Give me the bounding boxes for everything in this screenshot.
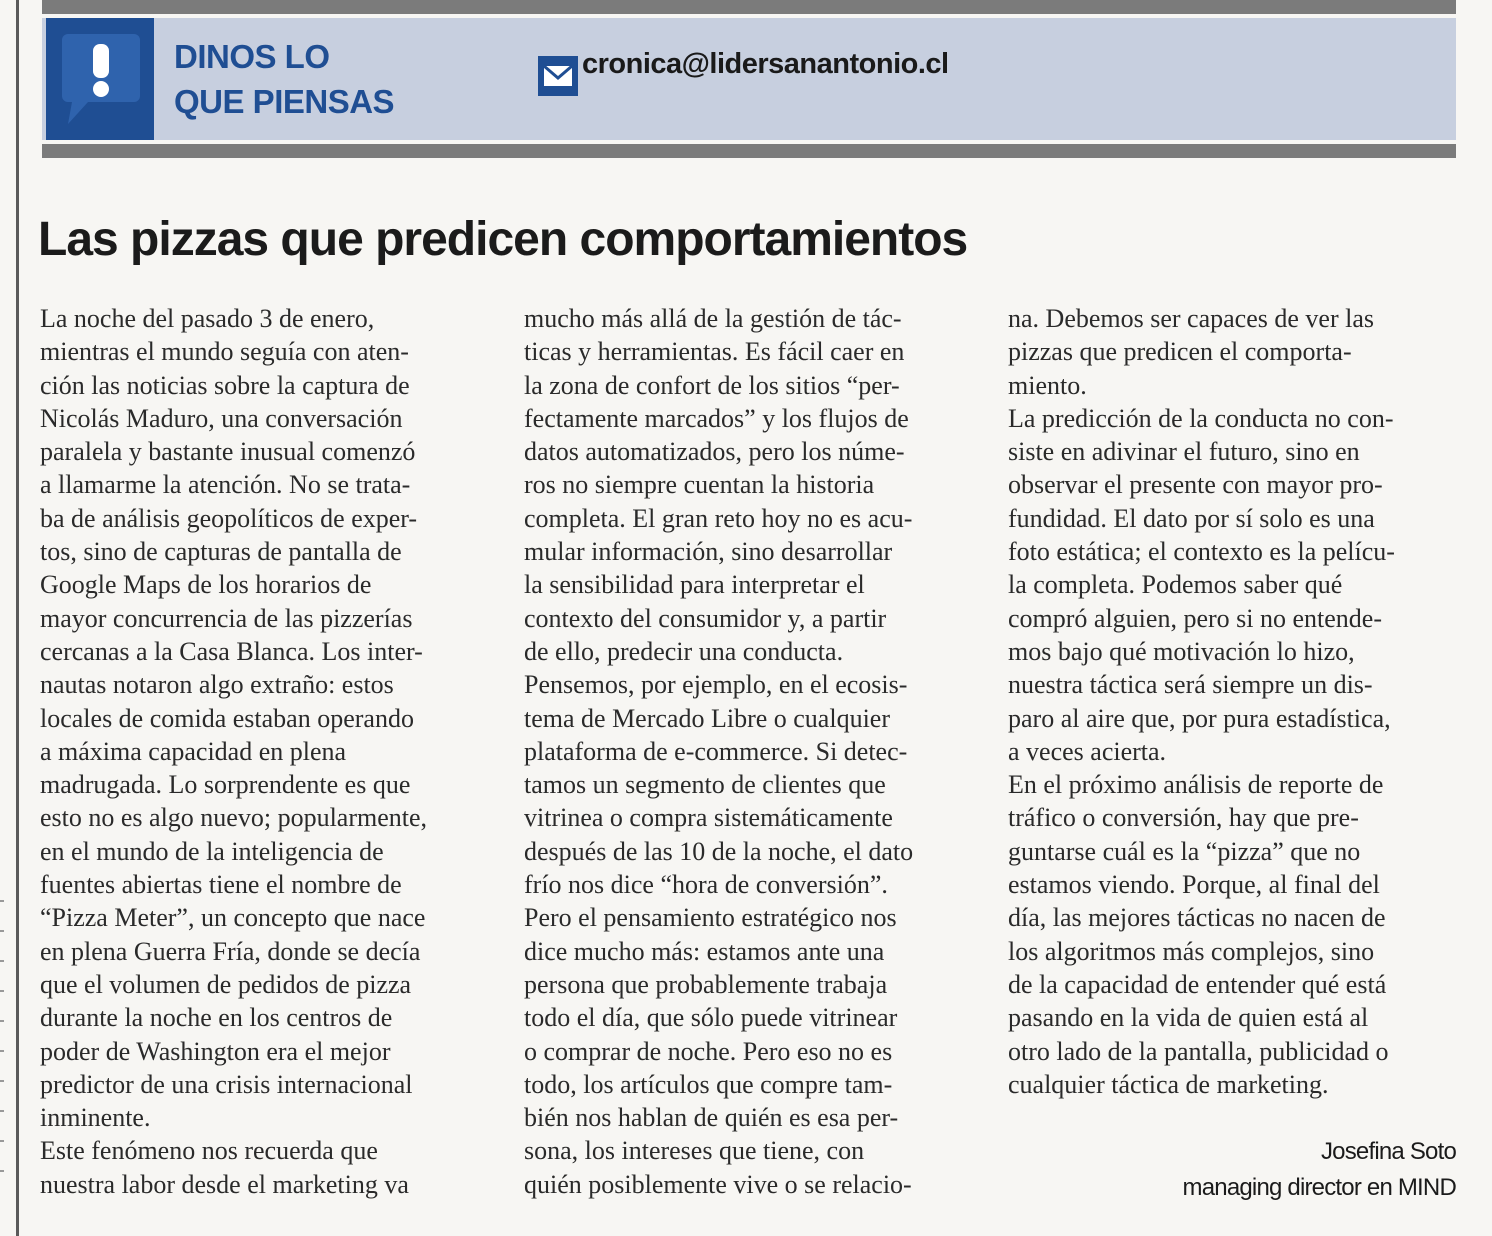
author-role: managing director en MIND: [1182, 1174, 1456, 1201]
author-signature: [1183, 1134, 1456, 1206]
article-column-1: La noche del pasado 3 de enero, mientras el mundo seguía con aten- ción las noticias sobre la captura de Nicolás Maduro, una conversación paralela y bastante inusual comenzó a llamarme la atención. No se trata- ba de análisis geopolíticos de exper- tos, sino de capturas de pantalla de Google Maps de los horarios de mayor concurrencia de las pizzerías cercanas a la Casa Blanca. Los inter- nautas notaron algo extraño: estos locales de comida estaban operando a máxima capacidad en plena madrugada. Lo sorprendente es que esto no es algo nuevo; popularmente, en el mundo de la inteligencia de fuentes abiertas tiene el nombre de “Pizza Meter”, un concepto que nace en plena Guerra Fría, donde se decía que el volumen de pedidos de pizza durante la noche en los centros de poder de Washington era el mejor predictor de una crisis internacional inminente. Este fenómeno nos recuerda que nuestra labor desde el marketing va: [40, 304, 428, 1199]
article-column-2: mucho más allá de la gestión de tác- ticas y herramientas. Es fácil caer en la zona de confort de los sitios “per- fectamente marcados” y los flujos de datos automatizados, pero los núme- ros no siempre cuentan la historia completa. El gran reto hoy no es acu- mular información, sino desarrollar la sensibilidad para interpretar el contexto del consumidor y, a partir de ello, predecir una conducta. Pensemos, por ejemplo, en el ecosis- tema de Mercado Libre o cualquier plataforma de e-commerce. Si detec- tamos un segmento de clientes que vitrinea o compra sistemáticamente después de las 10 de la noche, el dato frío nos dice “hora de conversión”. Pero el pensamiento estratégico nos dice mucho más: estamos ante una persona que probablemente trabaja todo el día, que sólo puede vitrinear o comprar de noche. Pero eso no es todo, los artículos que compre tam- bién nos hablan de quién es esa per- sona, los intereses que tiene, con quién posiblemente vive o se relacio-: [524, 304, 914, 1199]
exclamation-speech-bubble-icon: [46, 18, 154, 140]
feedback-banner: [42, 18, 1456, 140]
banner-title: DINOS LO QUE PIENSAS: [174, 38, 395, 120]
banner-bottom-rule: [42, 144, 1456, 158]
contact-email-link[interactable]: cronica@lidersanantonio.cl: [582, 48, 949, 80]
author-name: Josefina Soto: [1320, 1138, 1456, 1165]
banner-top-rule: [42, 0, 1456, 14]
article-headline: Las pizzas que predicen comportamientos: [38, 213, 968, 266]
mail-icon: [538, 56, 578, 96]
page-margin-ticks: [0, 900, 4, 1220]
article-column-3: na. Debemos ser capaces de ver las pizzas que predicen el comporta- miento. La predicción de la conducta no con- siste en adivinar el futuro, sino en observar el presente con mayor pro- fundidad. El dato por sí solo es una foto estática; el contexto es la pelícu- la completa. Podemos saber qué compró alguien, pero si no entende- mos bajo qué motivación lo hizo, nuestra táctica será siempre un dis- paro al aire que, por pura estadística, a veces acierta. En el próximo análisis de reporte de tráfico o conversión, hay que pre- guntarse cuál es la “pizza” que no estamos viendo. Porque, al final del día, las mejores tácticas no nacen de los algoritmos más complejos, sino de la capacidad de entender qué está pasando en la vida de quien está al otro lado de la pantalla, publicidad o cualquier táctica de marketing.: [1008, 304, 1395, 1099]
page-margin-rule: [16, 0, 19, 1236]
